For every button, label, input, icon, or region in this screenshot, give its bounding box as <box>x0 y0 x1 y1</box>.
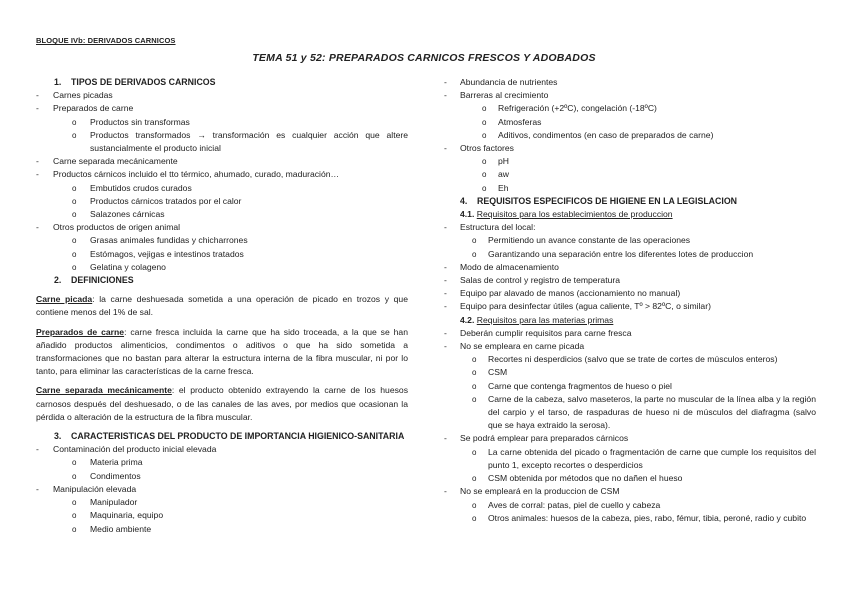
sub-list-item: o Eh <box>482 182 509 193</box>
list-item: - Preparados de carne <box>36 103 134 114</box>
section-heading: 2. DEFINICIONES <box>54 275 134 286</box>
list-item: - Estructura del local: <box>444 222 536 233</box>
list-item: - Abundancia de nutrientes <box>444 77 558 87</box>
sub-list-item: o Productos transformados → transformación es cualquier acción que altere sustancialmente el producto inicial <box>72 129 408 154</box>
list-item: - Deberán cumplir requisitos para carne fresca <box>444 327 632 338</box>
sub-list-item: o Recortes ni desperdicios (salvo que se trate de cortes de músculos enteros) <box>472 354 778 365</box>
sub-list-item: o Estómagos, vejigas e intestinos tratados <box>72 248 244 259</box>
list-item: - Manipulación elevada <box>36 483 137 494</box>
list-item: - Carnes picadas <box>36 90 113 101</box>
sub-list-item: o pH <box>482 156 509 167</box>
sub-list-item: o CSM <box>472 367 508 378</box>
list-item: - Otros productos de origen animal <box>36 222 181 233</box>
sub-list-item: o Carne de la cabeza, salvo maseteros, la parte no muscular de la línea alba y la región del carpio y el tarso, de raspaduras de hueso ni de músculos del diafragma (salvo que se haya extraido la serosa). <box>472 393 816 431</box>
sub-list-item: o Aves de corral: patas, piel de cuello y cabeza <box>472 499 661 510</box>
sub-list-item: o Permitiendo un avance constante de las operaciones <box>472 235 691 246</box>
definition-carne-separada: Carne separada mecánicamente: el producto obtenido extrayendo la carne de los huesos carnosos después del deshuesado, o de las canales de las aves, por medios que ocasionan la pérdida o alteración de la estructura de la fibra muscular. <box>36 385 408 422</box>
list-item: - Se podrá emplear para preparados cárnicos <box>444 433 629 444</box>
sub-list-item: o Grasas animales fundidas y chicharrones <box>72 235 248 246</box>
sub-list-item: o La carne obtenida del picado o fragmentación de carne que cumple los requisitos del punto 1, excepto recortes o desperdicios <box>472 446 816 470</box>
sub-list-item: o Atmosferas <box>482 116 542 127</box>
sub-list-item: o Otros animales: huesos de la cabeza, pies, rabo, fémur, tibia, peroné, radio y cubito <box>472 512 807 523</box>
sub-list-item: o Condimentos <box>72 470 141 481</box>
sub-list-item: o Garantizando una separación entre los diferentes lotes de produccion <box>472 248 754 259</box>
list-item: - Modo de almacenamiento <box>444 261 559 272</box>
block-heading: BLOQUE IVb: DERIVADOS CARNICOS <box>36 36 176 45</box>
sub-list-item: o Medio ambiente <box>72 523 152 534</box>
subsection-heading: 4.1. Requisitos para los establecimientos de produccion <box>460 209 673 220</box>
sub-list-item: o Productos sin transformas <box>72 116 190 127</box>
list-item: - No se empleara en carne picada <box>444 341 585 352</box>
list-item: - No se empleará en la produccion de CSM <box>444 486 620 497</box>
list-item: - Equipo para desinfectar útiles (agua caliente, Tº > 82ºC, o similar) <box>444 301 711 312</box>
list-item: - Productos cárnicos incluido el tto térmico, ahumado, curado, maduración… <box>36 169 340 180</box>
left-column <box>36 76 408 536</box>
sub-list-item: o Carne que contenga fragmentos de hueso o piel <box>472 380 672 391</box>
definition-preparados-de-carne: Preparados de carne: carne fresca incluida la carne que ha sido troceada, a la que se han añadido productos alimenticios, condimentos o aditivos o que ha sido sometida a transformaciones que no bastan para alterar la estructura interna de la fibra muscular, ni por lo tanto, para eliminar las características de la carne fresca. <box>36 326 408 377</box>
list-item: - Otros factores <box>444 143 514 154</box>
sub-list-item: o Maquinaria, equipo <box>72 510 164 521</box>
sub-list-item: o aw <box>482 169 509 180</box>
section-heading: 3. CARACTERISTICAS DEL PRODUCTO DE IMPORTANCIA HIGIENICO-SANITARIA <box>54 431 405 442</box>
right-column <box>444 76 816 525</box>
sub-list-item: o Refrigeración (+2ºC), congelación (-18ºC) <box>482 103 657 114</box>
sub-list-item: o Materia prima <box>72 457 143 468</box>
list-item: - Contaminación del producto inicial elevada <box>36 444 217 455</box>
list-item: - Salas de control y registro de temperatura <box>444 275 621 286</box>
sub-list-item: o Productos cárnicos tratados por el calor <box>72 195 242 206</box>
section-heading: 4. REQUISITOS ESPECIFICOS DE HIGIENE EN LA LEGISLACION <box>460 195 738 206</box>
sub-list-item: o Aditivos, condimentos (en caso de preparados de carne) <box>482 129 714 140</box>
sub-list-item: o Gelatina y colageno <box>72 261 166 272</box>
subsection-heading: 4.2. Requisitos para las materias primas <box>460 314 614 325</box>
list-item: - Equipo par alavado de manos (accionamiento no manual) <box>444 288 681 299</box>
list-item: - Carne separada mecánicamente <box>36 156 178 167</box>
document-title: TEMA 51 y 52: PREPARADOS CARNICOS FRESCOS Y ADOBADOS <box>252 52 596 64</box>
section-heading: 1. TIPOS DE DERIVADOS CARNICOS <box>54 77 216 87</box>
sub-list-item: o CSM obtenida por métodos que no dañen el hueso <box>472 473 683 484</box>
sub-list-item: o Salazones cárnicas <box>72 209 165 220</box>
definition-carne-picada: Carne picada: la carne deshuesada sometida a una operación de picado en trozos y que contiene menos del 1% de sal. <box>36 294 408 318</box>
list-item: - Barreras al crecimiento <box>444 90 549 101</box>
sub-list-item: o Embutidos crudos curados <box>72 182 192 193</box>
sub-list-item: o Manipulador <box>72 497 138 508</box>
